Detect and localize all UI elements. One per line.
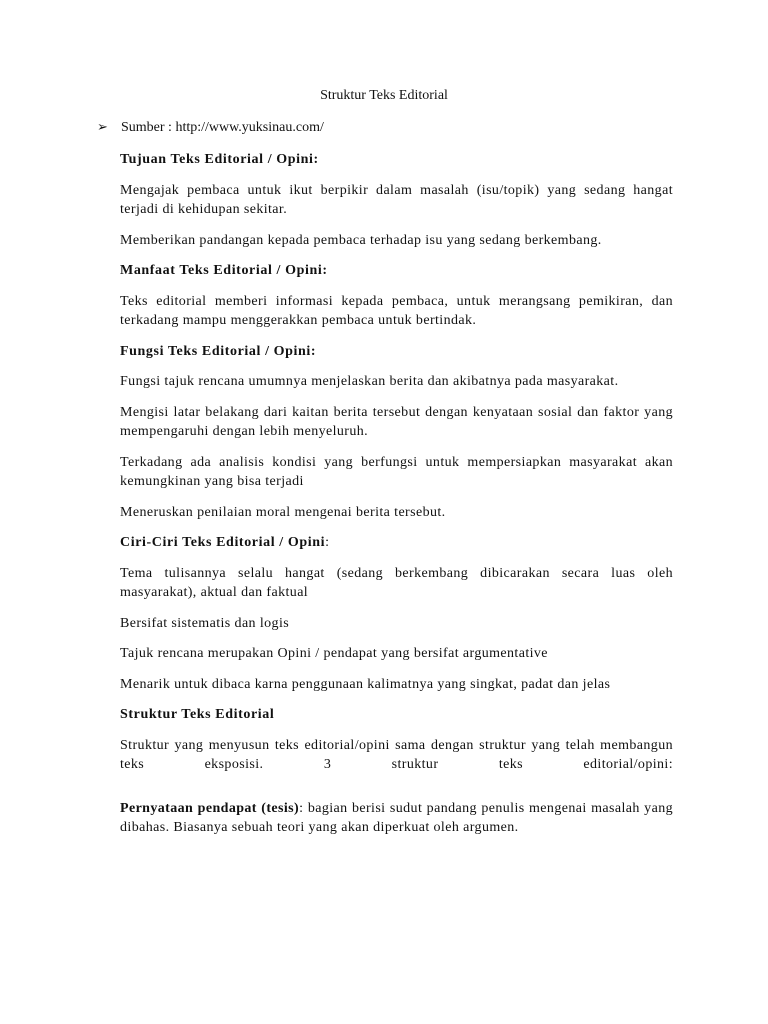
- source-line: [97, 119, 324, 137]
- paragraph: Tajuk rencana merupakan Opini / pendapat yang bersifat argumentative: [120, 646, 548, 661]
- section-heading-fungsi: Fungsi Teks Editorial / Opini:: [120, 343, 317, 359]
- paragraph: Tema tulisannya selalu hangat (sedang berkembang dibicarakan secara luas oleh masyarakat), aktual dan faktual: [120, 565, 673, 600]
- paragraph: Mengajak pembaca untuk ikut berpikir dalam masalah (isu/topik) yang sedang hangat terjadi di kehidupan sekitar.: [120, 182, 673, 217]
- paragraph: Bersifat sistematis dan logis: [120, 615, 290, 631]
- document-body: [120, 150, 673, 849]
- paragraph: Terkadang ada analisis kondisi yang berfungsi untuk mempersiapkan masyarakat akan kemungkinan yang bisa terjadi: [120, 454, 673, 489]
- section-heading-tujuan: Tujuan Teks Editorial / Opini:: [120, 152, 319, 167]
- term-tesis: Pernyataan pendapat (tesis): [120, 800, 300, 816]
- section-heading-suffix: :: [325, 535, 330, 550]
- section-heading-ciri-ciri: [120, 533, 673, 553]
- section-heading-struktur: Struktur Teks Editorial: [120, 707, 275, 722]
- document-title: Struktur Teks Editorial: [320, 88, 448, 103]
- paragraph: Teks editorial memberi informasi kepada pembaca, untuk merangsang pemikiran, dan terkadang mampu menggerakkan pembaca untuk bertindak.: [120, 293, 673, 328]
- paragraph: Memberikan pandangan kepada pembaca terhadap isu yang sedang berkembang.: [120, 232, 602, 248]
- paragraph: Menarik untuk dibaca karna penggunaan kalimatnya yang singkat, padat dan jelas: [120, 676, 611, 692]
- paragraph: Meneruskan penilaian moral mengenai berita tersebut.: [120, 504, 446, 520]
- paragraph-tesis: [120, 799, 673, 838]
- section-heading-manfaat: Manfaat Teks Editorial / Opini:: [120, 263, 328, 278]
- paragraph: Fungsi tajuk rencana umumnya menjelaskan berita dan akibatnya pada masyarakat.: [120, 374, 619, 389]
- paragraph: Mengisi latar belakang dari kaitan berita tersebut dengan kenyataan sosial dan faktor yang mempengaruhi dengan lebih menyeluruh.: [120, 404, 673, 439]
- tesis-description: : bagian berisi sudut pandang penulis mengenai masalah yang dibahas. Biasanya sebuah teori yang akan diperkuat oleh argumen.: [120, 800, 673, 835]
- arrow-bullet-icon: ➢: [97, 120, 108, 135]
- section-heading-text: Ciri-Ciri Teks Editorial / Opini: [120, 535, 326, 550]
- source-label: Sumber : http://www.yuksinau.com/: [121, 120, 324, 135]
- paragraph: Struktur yang menyusun teks editorial/opini sama dengan struktur yang telah membangun teks eksposisi. 3 struktur teks editorial/opini:: [120, 737, 673, 772]
